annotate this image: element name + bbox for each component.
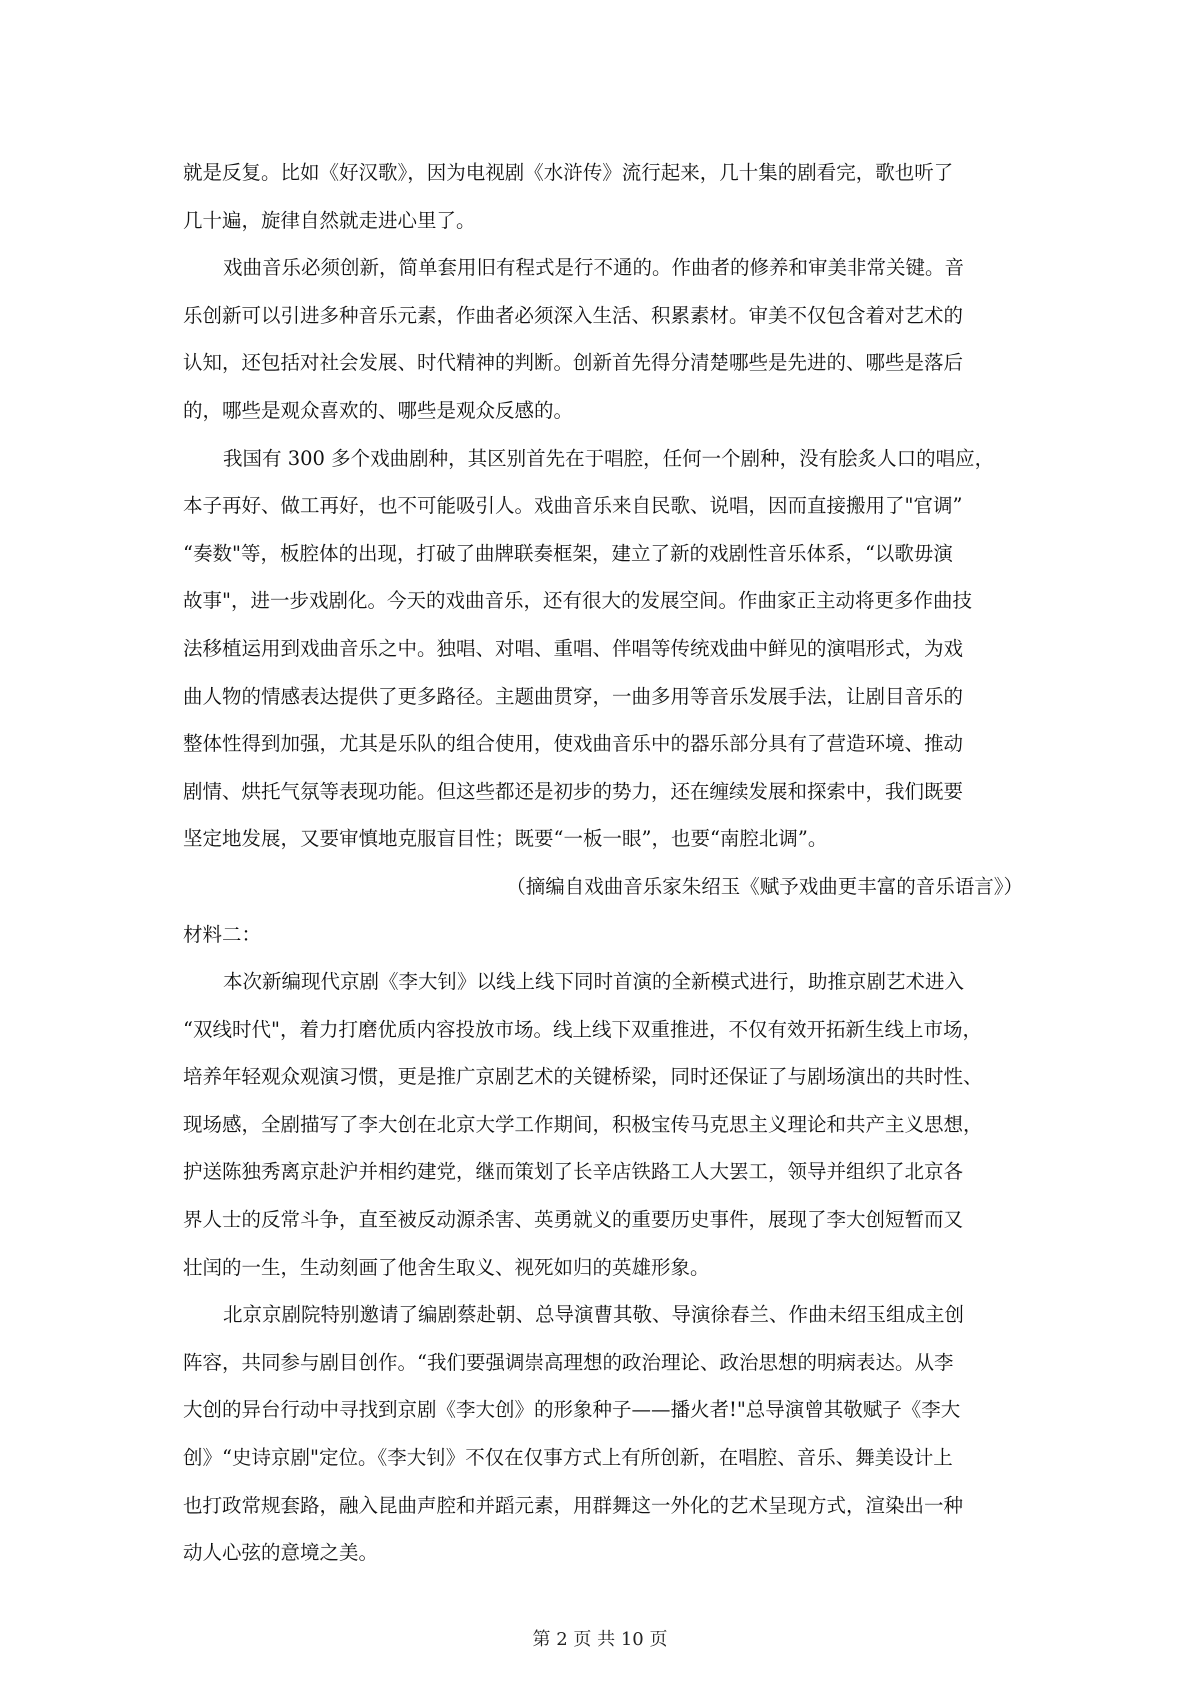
text-line: 曲人物的情感表达提供了更多路径。主题曲贯穿，一曲多用等音乐发展手法，让剧目音乐的 — [183, 684, 964, 708]
paragraph — [183, 958, 1023, 1291]
text-line: 几十遍，旋律自然就走进心里了。 — [183, 208, 476, 232]
body-text — [183, 149, 1023, 1577]
text-line: 的，哪些是观众喜欢的、哪些是观众反感的。 — [183, 398, 574, 422]
text-line: 故事"，进一步戏剧化。今天的戏曲音乐，还有很大的发展空间。作曲家正主动将更多作曲技 — [183, 589, 972, 613]
text-line: 剧情、烘托气氛等表现功能。但这些都还是初步的势力，还在缠续发展和探索中，我们既要 — [183, 779, 964, 803]
text-line: 我国有 300 多个戏曲剧种，其区别首先在于唱腔，任何一个剧种，没有脍炙人口的唱应， — [223, 446, 995, 470]
text-line: 动人心弦的意境之美。 — [183, 1541, 379, 1565]
text-line: 界人士的反常斗争，直至被反动源杀害、英勇就义的重要历史事件，展现了李大创短暂而又 — [183, 1208, 964, 1232]
text-line: 本子再好、做工再好，也不可能吸引人。戏曲音乐来自民歌、说唱，因而直接搬用了"官调” — [183, 494, 963, 518]
text-line: 培养年轻观众观演习惯，更是推广京剧艺术的关键桥梁，同时还保证了与剧场演出的共时性、 — [183, 1065, 983, 1089]
source-citation — [183, 863, 1023, 911]
text-line: （摘编自戏曲音乐家朱绍玉《赋予戏曲更丰富的音乐语言》） — [506, 874, 1023, 898]
paragraph — [183, 435, 1023, 863]
text-line: 乐创新可以引进多种音乐元素，作曲者必须深入生活、积累素材。审美不仅包含着对艺术的 — [183, 303, 964, 327]
text-line: 大创的异台行动中寻找到京剧《李大创》的形象种子——播火者!"总导演曾其敬赋子《李大 — [183, 1398, 961, 1422]
text-line: 壮闰的一生，生动刻画了他舍生取义、视死如归的英雄形象。 — [183, 1255, 710, 1279]
text-line: 北京京剧院特别邀请了编剧蔡赴朝、总导演曹其敬、导演徐春兰、作曲未绍玉组成主创 — [223, 1303, 965, 1327]
text-line: 阵容，共同参与剧目创作。“我们要强调崇高理想的政治理论、政治思想的明病表达。从李 — [183, 1350, 954, 1374]
text-line: 整体性得到加强，尤其是乐队的组合使用，使戏曲音乐中的器乐部分具有了营造环境、推动 — [183, 732, 964, 756]
text-line: 创》“史诗京剧"定位。《李大钊》不仅在仅事方式上有所创新，在唱腔、音乐、舞美设计上 — [183, 1446, 953, 1470]
text-line: “奏数"等，板腔体的出现，打破了曲牌联奏框架，建立了新的戏剧性音乐体系，“以歌毋演 — [183, 541, 953, 565]
text-line: 本次新编现代京剧《李大钊》以线上线下同时首演的全新模式进行，助推京剧艺术进入 — [223, 970, 965, 994]
page-footer: 第 2 页 共 10 页 — [532, 1629, 668, 1650]
text-line: 材料二： — [183, 922, 262, 946]
text-line: 就是反复。比如《好汉歌》，因为电视剧《水浒传》流行起来，几十集的剧看完，歌也听了 — [183, 161, 954, 184]
text-line: “双线时代"，着力打磨优质内容投放市场。线上线下双重推进，不仅有效开拓新生线上市场， — [183, 1017, 982, 1041]
text-line: 戏曲音乐必须创新，简单套用旧有程式是行不通的。作曲者的修养和审美非常关键。音 — [223, 256, 965, 280]
text-line: 法移植运用到戏曲音乐之中。独唱、对唱、重唱、伴唱等传统戏曲中鲜见的演唱形式，为戏 — [183, 636, 964, 660]
text-line: 认知，还包括对社会发展、时代精神的判断。创新首先得分清楚哪些是先进的、哪些是落后 — [183, 351, 964, 375]
section-label — [183, 911, 1023, 959]
paragraph — [183, 244, 1023, 434]
text-line: 坚定地发展，又要审慎地克服盲目性；既要“一板一眼”，也要“南腔北调”。 — [183, 827, 828, 851]
text-line: 也打政常规套路，融入昆曲声腔和并蹈元素，用群舞这一外化的艺术呈现方式，渲染出一种 — [183, 1493, 964, 1517]
paragraph — [183, 149, 1023, 244]
text-line: 现场感，全剧描写了李大创在北京大学工作期间，积极宝传马克思主义理论和共产主义思想， — [183, 1112, 983, 1136]
paragraph — [183, 1291, 1023, 1577]
text-line: 护送陈独秀离京赴沪并相约建党，继而策划了长辛店铁路工人大罢工，领导并组织了北京各 — [183, 1160, 964, 1184]
